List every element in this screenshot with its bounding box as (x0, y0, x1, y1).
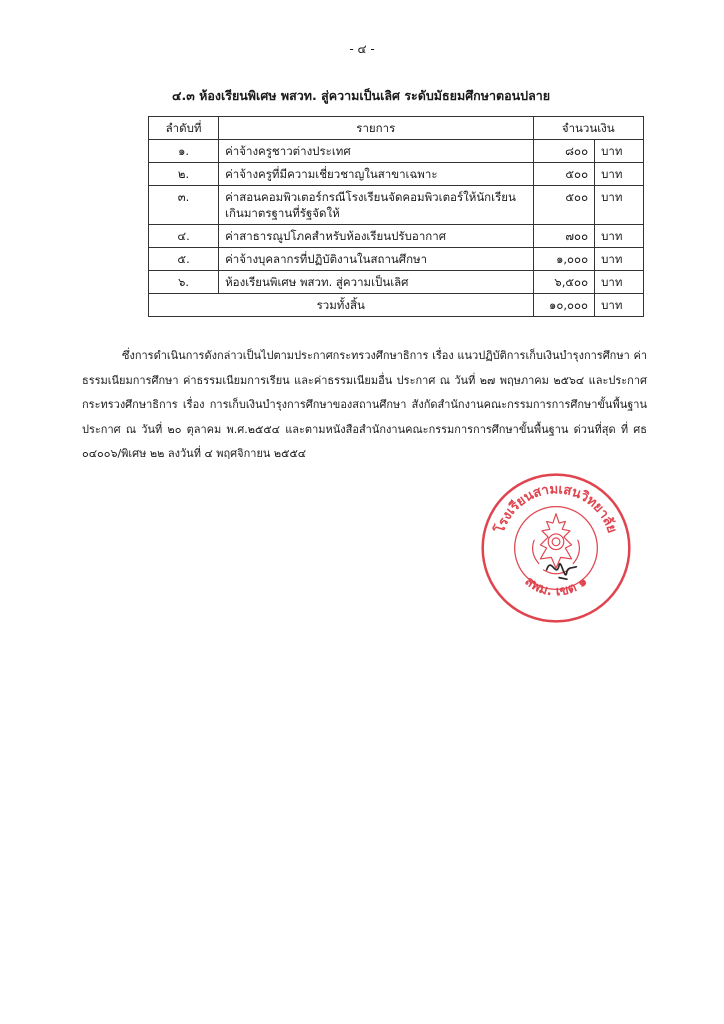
row-amount: ๑,๐๐๐ (533, 248, 595, 271)
row-no: ๕. (149, 248, 219, 271)
seal-inner-ring (515, 507, 598, 590)
row-item: ห้องเรียนพิเศษ พสวท. สู่ความเป็นเลิศ (219, 271, 533, 294)
row-no: ๔. (149, 225, 219, 248)
total-amount: ๑๐,๐๐๐ (533, 294, 595, 317)
row-no: ๑. (149, 140, 219, 163)
row-unit: บาท (595, 186, 644, 225)
table-row (149, 271, 644, 294)
table-row (149, 163, 644, 186)
row-item: ค่าจ้างครูที่มีความเชี่ยวชาญในสาขาเฉพาะ (219, 163, 533, 186)
table-row (149, 140, 644, 163)
row-unit: บาท (595, 140, 644, 163)
row-amount: ๘๐๐ (533, 140, 595, 163)
section-heading: ๔.๓ ห้องเรียนพิเศษ พสวท. สู่ความเป็นเลิศ ระดับมัธยมศึกษาตอนปลาย (172, 88, 551, 103)
row-item: ค่าสาธารณูปโภคสำหรับห้องเรียนปรับอากาศ (219, 225, 533, 248)
row-no: ๖. (149, 271, 219, 294)
row-unit: บาท (595, 225, 644, 248)
table-row (149, 225, 644, 248)
body-paragraph: ซึ่งการดำเนินการดังกล่าวเป็นไปตามประกาศกระทรวงศึกษาธิการ เรื่อง แนวปฏิบัติการเก็บเงินบำรุงการศึกษา ค่าธรรมเนียมการศึกษา ค่าธรรมเนียมการเรียน และค่าธรรมเนียมอื่น ประกาศ ณ วันที่ ๒๗ พฤษภาคม ๒๕๖๔ และประกาศกระทรวงศึกษาธิการ เรื่อง การเก็บเงินบำรุงการศึกษาของสถานศึกษา สังกัดสำนักงานคณะกรรมการการศึกษาขั้นพื้นฐาน ประกาศ ณ วันที่ ๒๐ ตุลาคม พ.ศ.๒๕๕๔ และตามหนังสือสำนักงานคณะกรรมการการศึกษาขั้นพื้นฐาน ด่วนที่สุด ที่ ศธ ๐๔๐๐๖/พิเศษ ๒๒ ลงวันที่ ๔ พฤศจิกายน ๒๕๕๔ (82, 349, 647, 460)
row-item: ค่าสอนคอมพิวเตอร์กรณีโรงเรียนจัดคอมพิวเตอร์ให้นักเรียนเกินมาตรฐานที่รัฐจัดให้ (219, 186, 533, 225)
header-no: ลำดับที่ (149, 117, 219, 140)
row-unit: บาท (595, 248, 644, 271)
page-number: - ๔ - (349, 42, 375, 56)
seal-emblem-icon (533, 514, 580, 574)
handwritten-signature (547, 564, 577, 580)
fee-table (148, 116, 644, 317)
row-unit: บาท (595, 163, 644, 186)
school-seal-stamp (478, 470, 634, 626)
row-item: ค่าจ้างบุคลากรที่ปฏิบัติงานในสถานศึกษา (219, 248, 533, 271)
row-amount: ๕๐๐ (533, 163, 595, 186)
seal-lower-text: สพม. เขต ๑ (521, 574, 591, 600)
row-amount: ๗๐๐ (533, 225, 595, 248)
table-header-row (149, 117, 644, 140)
table-total-row (149, 294, 644, 317)
row-amount: ๖,๕๐๐ (533, 271, 595, 294)
row-item: ค่าจ้างครูชาวต่างประเทศ (219, 140, 533, 163)
header-amount: จำนวนเงิน (533, 117, 644, 140)
table-row (149, 248, 644, 271)
table-row (149, 186, 644, 225)
total-unit: บาท (595, 294, 644, 317)
row-unit: บาท (595, 271, 644, 294)
seal-upper-text: โรงเรียนสามเสนวิทยาลัย (492, 482, 620, 536)
total-label: รวมทั้งสิ้น (149, 294, 534, 317)
row-no: ๒. (149, 163, 219, 186)
row-no: ๓. (149, 186, 219, 225)
header-item: รายการ (219, 117, 533, 140)
row-amount: ๕๐๐ (533, 186, 595, 225)
